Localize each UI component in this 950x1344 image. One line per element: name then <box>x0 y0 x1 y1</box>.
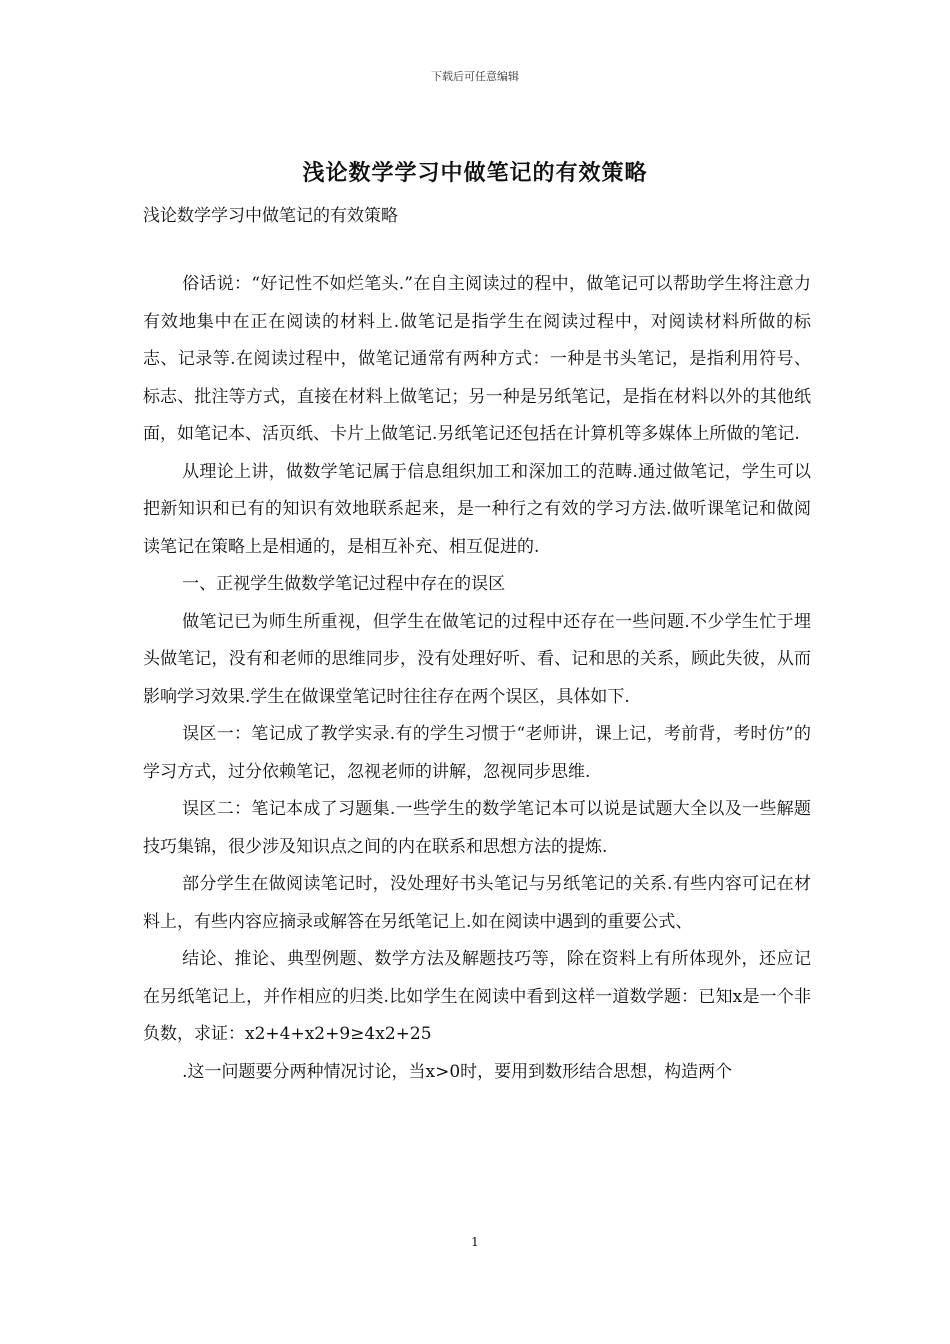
paragraph-problems: 做笔记已为师生所重视，但学生在做笔记的过程中还存在一些问题.不少学生忙于埋头做笔记，没有和老师的思维同步，没有处理好听、看、记和思的关系，顾此失彼，从而影响学习效果.学生在做课堂笔记时往往存在两个误区，具体如下. <box>143 611 811 707</box>
paragraph-intro: 俗话说：“好记性不如烂笔头.”在自主阅读过的程中，做笔记可以帮助学生将注意力有效地集中在正在阅读的材料上.做笔记是指学生在阅读过程中，对阅读材料所做的标志、记录等.在阅读过程中，做笔记通常有两种方式：一种是书头笔记，是指利用符号、标志、批注等方式，直接在材料上做笔记；另一种是另纸笔记，是指在材料以外的其他纸面，如笔记本、活页纸、卡片上做笔记.另纸笔记还包括在计算机等多媒体上所做的笔记. <box>143 274 811 444</box>
document-title: 浅论数学学习中做笔记的有效策略 <box>302 160 648 186</box>
paragraph-reading-notes: 部分学生在做阅读笔记时，没处理好书头笔记与另纸笔记的关系.有些内容可记在材料上，有些内容应摘录或解答在另纸笔记上.如在阅读中遇到的重要公式、 <box>143 874 811 932</box>
paragraph-misconception-1: 误区一：笔记成了教学实录.有的学生习惯于“老师讲，课上记，考前背，考时仿”的学习方式，过分依赖笔记，忽视老师的讲解，忽视同步思维. <box>143 724 811 782</box>
paragraph-example: 结论、推论、典型例题、数学方法及解题技巧等，除在资料上有所体现外，还应记在另纸笔记上，并作相应的归类.比如学生在阅读中看到这样一道数学题：已知x是一个非负数，求证：x2+4+x2+9≥4x2+25 <box>143 949 811 1044</box>
page-number: 1 <box>471 1235 479 1249</box>
document-subtitle: 浅论数学学习中做笔记的有效策略 <box>143 206 398 226</box>
document-body <box>143 266 811 1091</box>
section-heading: 一、正视学生做数学笔记过程中存在的误区 <box>182 574 506 594</box>
paragraph-continuation: .这一问题要分两种情况讨论，当x>0时，要用到数形结合思想，构造两个 <box>182 1061 733 1082</box>
header-note: 下载后可任意编辑 <box>431 70 519 83</box>
paragraph-theory: 从理论上讲，做数学笔记属于信息组织加工和深加工的范畴.通过做笔记，学生可以把新知识和已有的知识有效地联系起来，是一种行之有效的学习方法.做听课笔记和做阅读笔记在策略上是相通的，是相互补充、相互促进的. <box>143 461 811 557</box>
paragraph-misconception-2: 误区二：笔记本成了习题集.一些学生的数学笔记本可以说是试题大全以及一些解题技巧集锦，很少涉及知识点之间的内在联系和思想方法的提炼. <box>143 799 811 857</box>
